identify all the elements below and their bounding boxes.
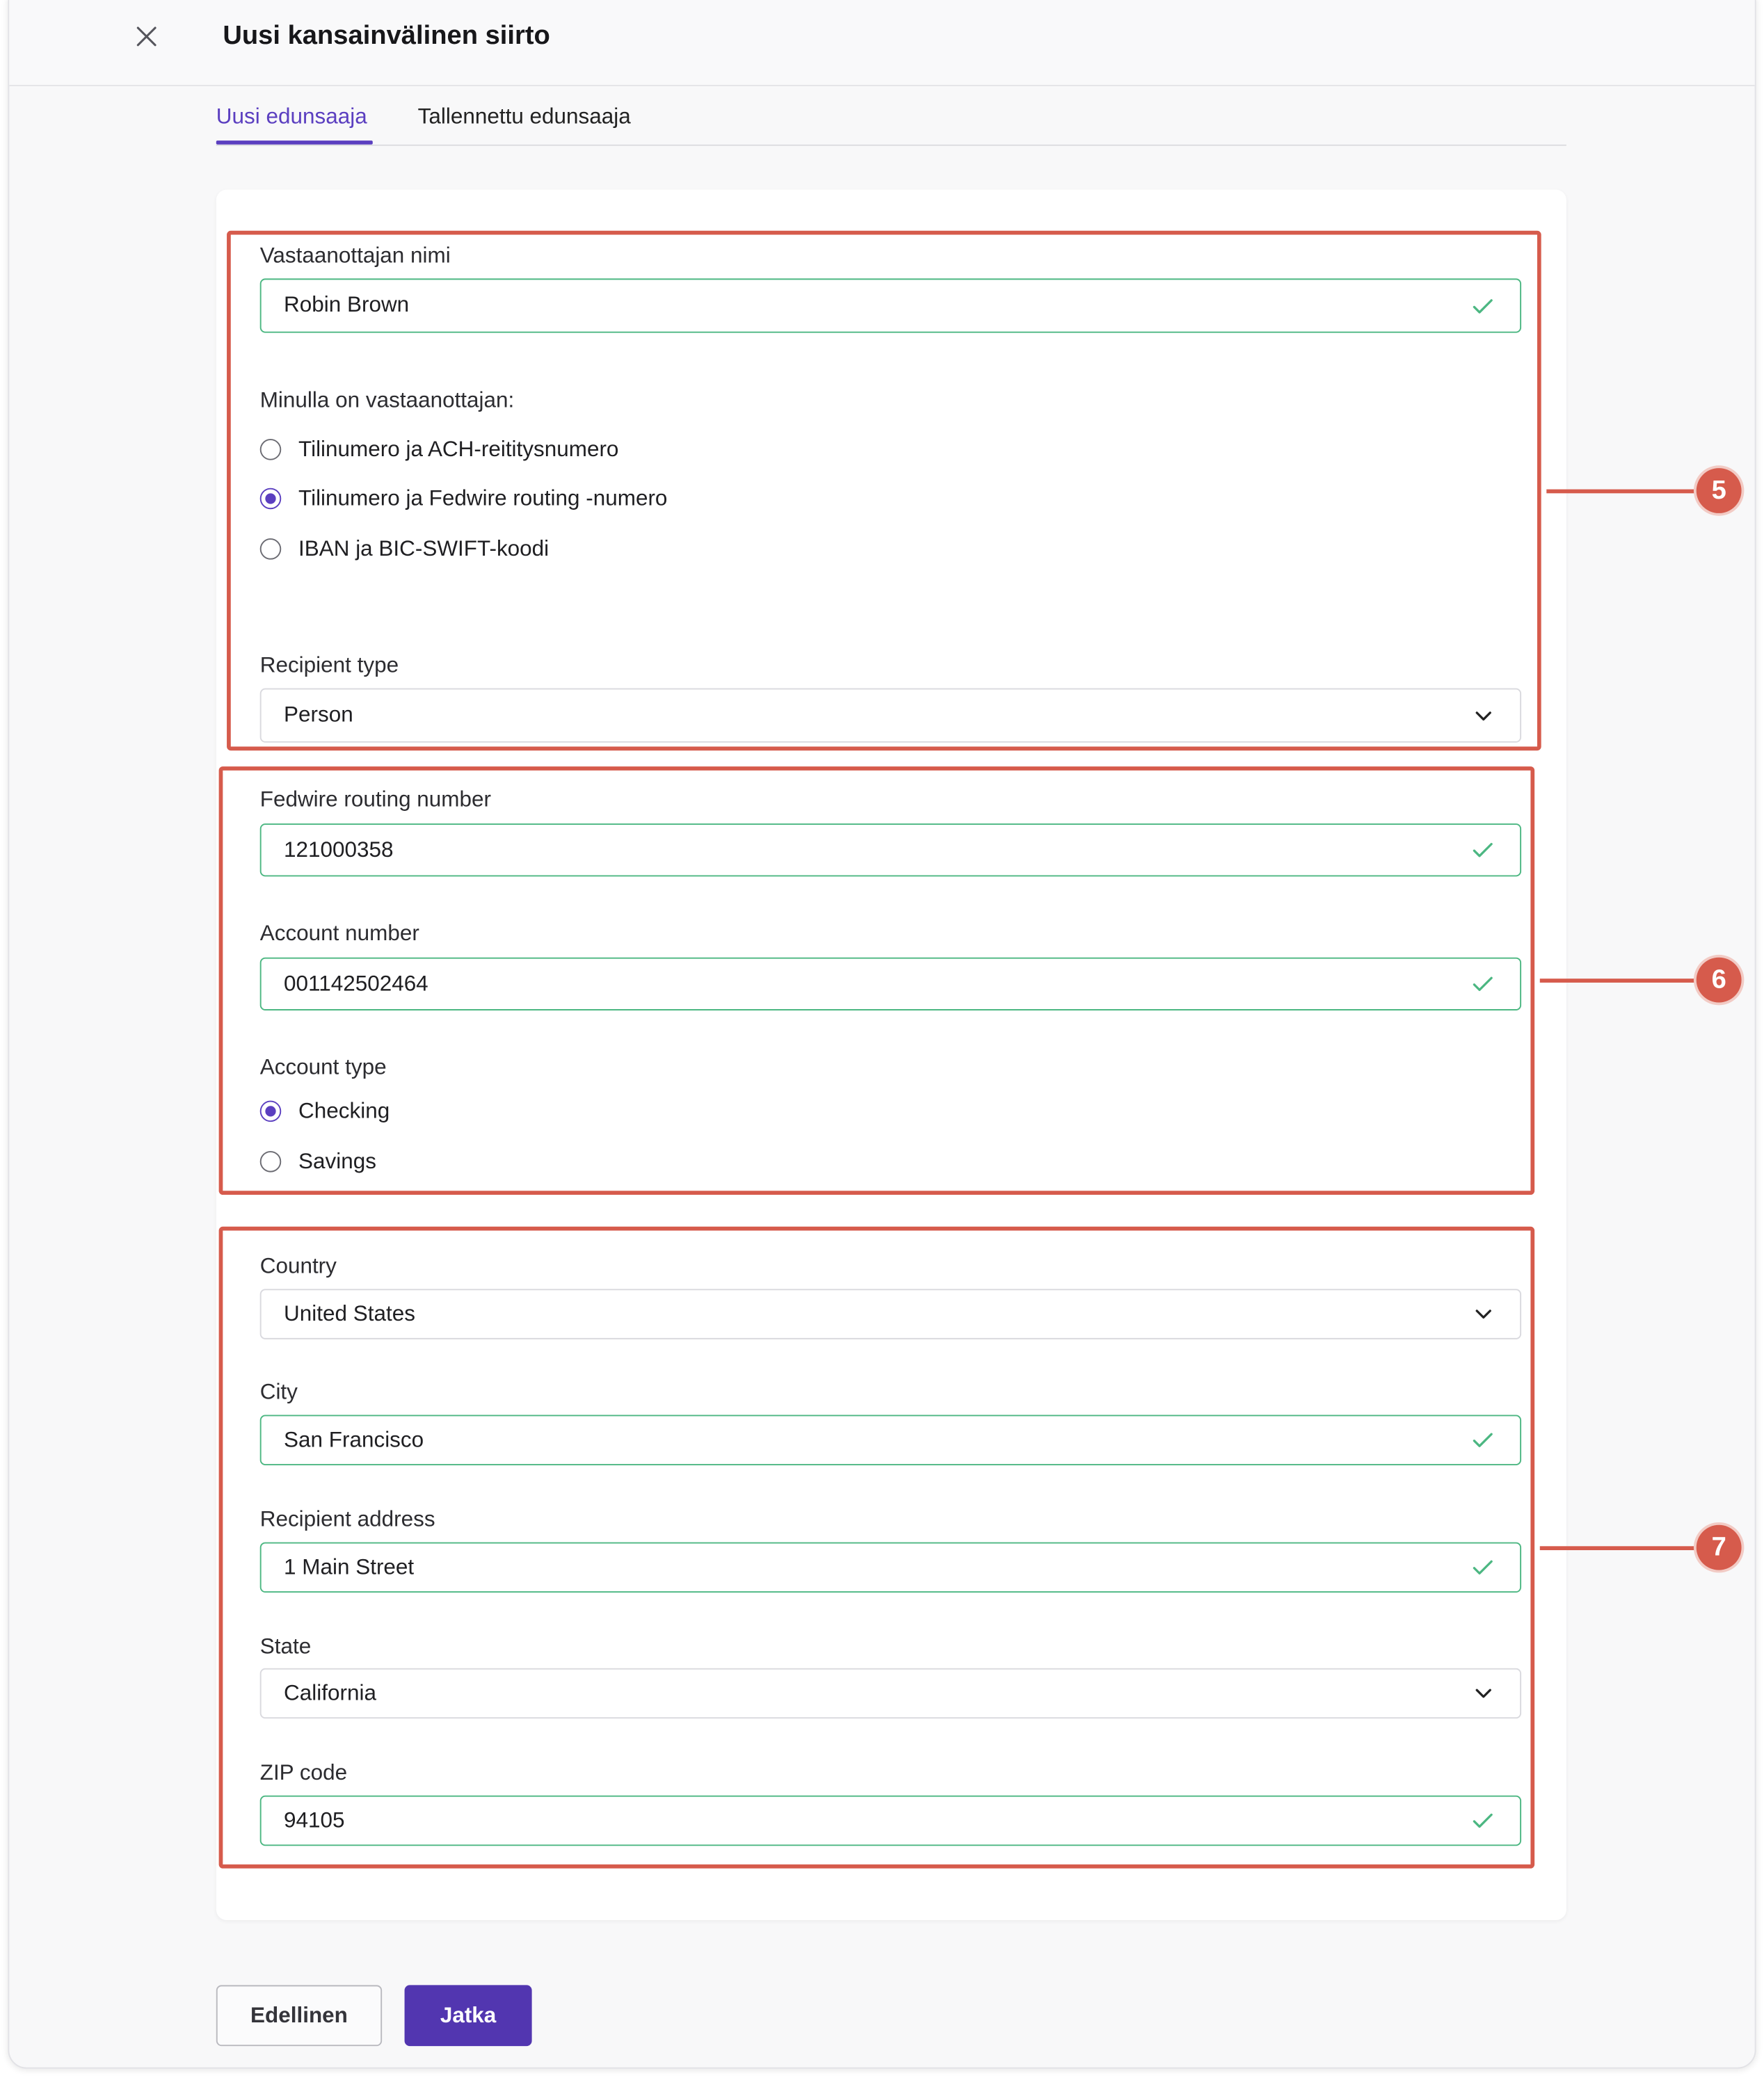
radio-option-iban[interactable] [260, 533, 549, 565]
annotation-badge-5: 5 [1697, 468, 1742, 513]
recipient-type-value: Person [284, 702, 353, 727]
state-label: State [259, 1635, 312, 1659]
check-icon [1471, 841, 1495, 860]
close-button[interactable] [127, 17, 164, 54]
tab-saved-beneficiary[interactable]: Tallennettu edunsaaja [417, 104, 631, 129]
recipient-name-value: Robin Brown [284, 293, 410, 317]
radio-button[interactable] [260, 1151, 282, 1173]
account-number-value: 001142502464 [284, 971, 428, 996]
radio-button[interactable] [260, 439, 282, 460]
radio-button[interactable] [260, 488, 282, 510]
recipient-type-label: Recipient type [259, 654, 399, 678]
check-icon [1471, 1431, 1495, 1449]
tab-new-beneficiary[interactable]: Uusi edunsaaja [216, 104, 367, 129]
recipient-address-value: 1 Main Street [284, 1554, 415, 1579]
account-number-label: Account number [259, 921, 419, 946]
recipient-address-input[interactable] [260, 1543, 1521, 1593]
radio-label: Checking [298, 1098, 390, 1123]
radio-option-ach[interactable] [260, 434, 619, 466]
check-icon [1471, 296, 1495, 315]
radio-option-savings[interactable] [260, 1145, 376, 1177]
city-value: San Francisco [284, 1427, 424, 1451]
annotation-leader-6 [1540, 978, 1697, 983]
chevron-down-icon [1471, 1305, 1495, 1323]
zip-code-value: 94105 [284, 1807, 345, 1833]
radio-label: Savings [298, 1149, 376, 1173]
check-icon [1471, 1558, 1495, 1577]
fedwire-routing-value: 121000358 [284, 837, 394, 862]
chevron-down-icon [1471, 706, 1495, 725]
annotation-leader-5 [1546, 490, 1696, 494]
account-number-input[interactable] [260, 958, 1521, 1010]
radio-button[interactable] [260, 538, 282, 560]
chevron-down-icon [1471, 1684, 1495, 1703]
back-button[interactable]: Edellinen [216, 1985, 382, 2046]
recipient-form-card [216, 190, 1566, 1920]
country-select[interactable] [260, 1289, 1521, 1339]
city-label: City [259, 1380, 298, 1405]
close-icon [135, 24, 157, 47]
fedwire-routing-label: Fedwire routing number [259, 787, 491, 812]
radio-label: Tilinumero ja Fedwire routing -numero [298, 485, 668, 510]
check-icon [1471, 1812, 1495, 1830]
radio-label: IBAN ja BIC-SWIFT-koodi [298, 536, 550, 561]
state-value: California [284, 1680, 376, 1705]
city-input[interactable] [260, 1415, 1521, 1465]
account-info-label: Minulla on vastaanottajan: [259, 388, 515, 413]
fedwire-routing-input[interactable] [260, 823, 1521, 876]
tabs-divider [216, 144, 1566, 145]
radio-button[interactable] [260, 1101, 282, 1122]
state-select[interactable] [260, 1668, 1521, 1718]
dialog-title: Uusi kansainvälinen siirto [223, 21, 550, 51]
annotation-badge-6: 6 [1697, 958, 1742, 1003]
recipient-name-label: Vastaanottajan nimi [259, 243, 451, 268]
zip-code-label: ZIP code [259, 1761, 348, 1785]
account-type-label: Account type [259, 1055, 387, 1080]
radio-label: Tilinumero ja ACH-reititysnumero [298, 437, 619, 461]
radio-option-checking[interactable] [260, 1095, 390, 1127]
radio-option-fedwire[interactable] [260, 483, 668, 515]
annotation-badge-7: 7 [1697, 1525, 1742, 1570]
recipient-name-input[interactable] [260, 278, 1521, 332]
zip-code-input[interactable] [260, 1796, 1521, 1846]
continue-button[interactable]: Jatka [405, 1985, 532, 2046]
country-label: Country [259, 1254, 337, 1279]
country-value: United States [284, 1301, 415, 1326]
annotation-leader-7 [1540, 1546, 1697, 1550]
recipient-type-select[interactable] [260, 688, 1521, 743]
recipient-address-label: Recipient address [259, 1507, 435, 1532]
check-icon [1471, 974, 1495, 993]
